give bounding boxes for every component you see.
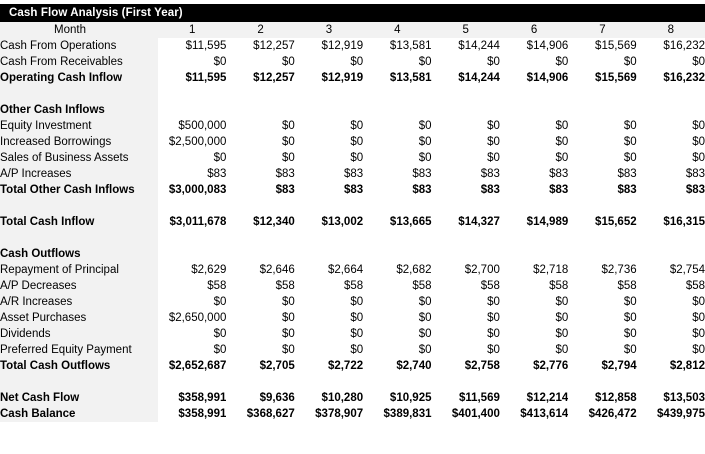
table-cell xyxy=(158,86,226,102)
table-cell: $0 xyxy=(295,134,363,150)
table-cell: $2,740 xyxy=(363,358,431,374)
table-cell: $12,858 xyxy=(568,390,636,406)
table-cell: $0 xyxy=(363,294,431,310)
table-cell: $83 xyxy=(432,166,500,182)
table-cell xyxy=(226,86,294,102)
row-label: Operating Cash Inflow xyxy=(0,70,158,86)
table-cell: $13,581 xyxy=(363,70,431,86)
table-cell: $368,627 xyxy=(226,406,294,422)
table-cell: $83 xyxy=(363,182,431,198)
table-cell: $0 xyxy=(363,134,431,150)
table-row xyxy=(0,342,705,358)
table-row xyxy=(0,294,705,310)
table-cell: $0 xyxy=(432,294,500,310)
table-cell: $0 xyxy=(432,150,500,166)
column-header-month-1: 1 xyxy=(158,22,226,38)
table-cell: $0 xyxy=(363,326,431,342)
table-cell xyxy=(226,230,294,246)
table-cell: $12,257 xyxy=(226,38,294,54)
table-cell: $13,581 xyxy=(363,38,431,54)
table-cell xyxy=(158,374,226,390)
table-cell xyxy=(568,230,636,246)
table-spacer-row xyxy=(0,374,705,390)
row-label: Cash Balance xyxy=(0,406,158,422)
table-cell: $13,002 xyxy=(295,214,363,230)
table-row xyxy=(0,150,705,166)
table-cell: $58 xyxy=(295,278,363,294)
table-cell: $2,682 xyxy=(363,262,431,278)
table-cell: $0 xyxy=(226,342,294,358)
table-cell: $12,919 xyxy=(295,70,363,86)
table-cell: $413,614 xyxy=(500,406,568,422)
table-cell: $0 xyxy=(568,150,636,166)
table-cell: $12,919 xyxy=(295,38,363,54)
table-cell xyxy=(363,198,431,214)
table-cell xyxy=(363,246,431,262)
table-cell: $14,244 xyxy=(432,38,500,54)
table-cell: $0 xyxy=(158,342,226,358)
table-cell: $0 xyxy=(568,342,636,358)
table-cell: $15,569 xyxy=(568,38,636,54)
report-title-bar xyxy=(0,4,705,22)
table-cell: $0 xyxy=(568,134,636,150)
table-cell: $2,652,687 xyxy=(158,358,226,374)
table-cell xyxy=(295,198,363,214)
row-label: Increased Borrowings xyxy=(0,134,158,150)
row-label: Equity Investment xyxy=(0,118,158,134)
table-cell: $0 xyxy=(295,342,363,358)
table-cell: $0 xyxy=(226,326,294,342)
column-header-month-8: 8 xyxy=(637,22,705,38)
table-spacer-row xyxy=(0,198,705,214)
table-header-row xyxy=(0,22,705,38)
table-cell: $12,257 xyxy=(226,70,294,86)
table-cell: $11,569 xyxy=(432,390,500,406)
table-cell: $58 xyxy=(568,278,636,294)
table-cell xyxy=(158,102,226,118)
row-label xyxy=(0,198,158,214)
table-spacer-row xyxy=(0,230,705,246)
table-cell xyxy=(158,230,226,246)
table-cell xyxy=(568,198,636,214)
table-cell xyxy=(500,230,568,246)
table-cell: $2,646 xyxy=(226,262,294,278)
table-cell: $0 xyxy=(295,326,363,342)
table-cell: $0 xyxy=(500,342,568,358)
table-cell: $83 xyxy=(568,182,636,198)
table-cell xyxy=(500,198,568,214)
table-cell xyxy=(637,374,705,390)
table-cell: $0 xyxy=(500,326,568,342)
table-cell: $358,991 xyxy=(158,390,226,406)
row-label: Total Other Cash Inflows xyxy=(0,182,158,198)
row-label: Total Cash Inflow xyxy=(0,214,158,230)
row-label: Other Cash Inflows xyxy=(0,102,158,118)
table-cell: $12,340 xyxy=(226,214,294,230)
table-cell: $0 xyxy=(432,118,500,134)
column-header-month-7: 7 xyxy=(568,22,636,38)
table-cell: $2,500,000 xyxy=(158,134,226,150)
table-cell: $0 xyxy=(637,342,705,358)
table-row xyxy=(0,358,705,374)
table-cell: $0 xyxy=(158,294,226,310)
table-cell: $0 xyxy=(500,118,568,134)
table-cell: $389,831 xyxy=(363,406,431,422)
table-cell: $378,907 xyxy=(295,406,363,422)
table-row xyxy=(0,406,705,422)
table-cell: $0 xyxy=(637,54,705,70)
table-cell xyxy=(500,246,568,262)
table-cell: $12,214 xyxy=(500,390,568,406)
table-cell xyxy=(432,86,500,102)
table-cell xyxy=(637,230,705,246)
table-cell: $16,232 xyxy=(637,70,705,86)
column-header-month: Month xyxy=(0,22,158,38)
table-cell xyxy=(226,374,294,390)
table-row xyxy=(0,166,705,182)
table-cell: $2,629 xyxy=(158,262,226,278)
table-cell xyxy=(226,198,294,214)
table-cell: $58 xyxy=(432,278,500,294)
table-cell: $2,758 xyxy=(432,358,500,374)
table-cell: $58 xyxy=(500,278,568,294)
table-cell: $9,636 xyxy=(226,390,294,406)
column-header-month-4: 4 xyxy=(363,22,431,38)
row-label: A/R Increases xyxy=(0,294,158,310)
table-cell: $0 xyxy=(637,294,705,310)
table-row xyxy=(0,70,705,86)
table-cell xyxy=(637,102,705,118)
table-cell: $358,991 xyxy=(158,406,226,422)
table-row xyxy=(0,182,705,198)
table-cell: $83 xyxy=(226,182,294,198)
table-cell: $2,700 xyxy=(432,262,500,278)
row-label: Repayment of Principal xyxy=(0,262,158,278)
table-cell: $426,472 xyxy=(568,406,636,422)
table-cell: $0 xyxy=(295,294,363,310)
table-cell: $14,327 xyxy=(432,214,500,230)
table-cell: $0 xyxy=(637,134,705,150)
table-cell: $83 xyxy=(432,182,500,198)
table-cell xyxy=(432,198,500,214)
row-label: Preferred Equity Payment xyxy=(0,342,158,358)
table-cell: $0 xyxy=(226,134,294,150)
row-label: Cash From Receivables xyxy=(0,54,158,70)
table-cell xyxy=(568,246,636,262)
table-cell: $13,665 xyxy=(363,214,431,230)
table-cell: $0 xyxy=(363,310,431,326)
table-cell: $0 xyxy=(158,326,226,342)
table-cell: $2,718 xyxy=(500,262,568,278)
table-cell xyxy=(363,374,431,390)
table-cell: $0 xyxy=(295,54,363,70)
table-cell: $439,975 xyxy=(637,406,705,422)
column-header-month-3: 3 xyxy=(295,22,363,38)
table-spacer-row xyxy=(0,86,705,102)
table-cell xyxy=(637,86,705,102)
table-cell: $2,705 xyxy=(226,358,294,374)
row-label: A/P Decreases xyxy=(0,278,158,294)
table-cell: $0 xyxy=(158,150,226,166)
table-cell: $0 xyxy=(295,310,363,326)
table-cell xyxy=(158,198,226,214)
table-row xyxy=(0,118,705,134)
table-cell: $0 xyxy=(432,326,500,342)
table-cell xyxy=(637,198,705,214)
table-cell xyxy=(432,246,500,262)
table-cell: $83 xyxy=(158,166,226,182)
table-cell: $14,244 xyxy=(432,70,500,86)
table-cell: $0 xyxy=(363,342,431,358)
table-row xyxy=(0,134,705,150)
table-cell: $0 xyxy=(568,326,636,342)
row-label: Sales of Business Assets xyxy=(0,150,158,166)
table-cell xyxy=(500,374,568,390)
table-body xyxy=(0,22,705,422)
table-cell xyxy=(226,102,294,118)
table-cell: $83 xyxy=(500,166,568,182)
table-cell: $0 xyxy=(637,310,705,326)
row-label: A/P Increases xyxy=(0,166,158,182)
table-cell: $0 xyxy=(363,150,431,166)
table-cell: $2,736 xyxy=(568,262,636,278)
table-cell: $83 xyxy=(226,166,294,182)
table-cell: $0 xyxy=(432,342,500,358)
table-row xyxy=(0,102,705,118)
table-cell: $2,812 xyxy=(637,358,705,374)
table-cell xyxy=(363,102,431,118)
table-cell: $0 xyxy=(432,54,500,70)
table-cell xyxy=(637,246,705,262)
table-cell xyxy=(295,374,363,390)
table-cell: $0 xyxy=(568,54,636,70)
table-cell: $0 xyxy=(637,118,705,134)
table-cell: $0 xyxy=(226,294,294,310)
table-cell: $11,595 xyxy=(158,38,226,54)
table-cell: $83 xyxy=(637,166,705,182)
cash-flow-table xyxy=(0,22,705,422)
table-cell: $0 xyxy=(226,54,294,70)
table-cell: $15,652 xyxy=(568,214,636,230)
table-cell xyxy=(568,374,636,390)
table-cell: $0 xyxy=(432,134,500,150)
table-cell: $3,000,083 xyxy=(158,182,226,198)
table-cell: $16,232 xyxy=(637,38,705,54)
row-label: Net Cash Flow xyxy=(0,390,158,406)
table-row xyxy=(0,390,705,406)
table-cell: $83 xyxy=(363,166,431,182)
table-cell: $0 xyxy=(158,54,226,70)
table-cell xyxy=(295,86,363,102)
table-cell xyxy=(432,102,500,118)
table-row xyxy=(0,246,705,262)
table-cell: $500,000 xyxy=(158,118,226,134)
table-cell: $14,906 xyxy=(500,70,568,86)
table-cell: $2,754 xyxy=(637,262,705,278)
row-label xyxy=(0,86,158,102)
table-cell xyxy=(500,86,568,102)
table-row xyxy=(0,310,705,326)
table-row xyxy=(0,278,705,294)
table-cell: $11,595 xyxy=(158,70,226,86)
column-header-month-6: 6 xyxy=(500,22,568,38)
table-row xyxy=(0,326,705,342)
table-cell: $0 xyxy=(568,294,636,310)
page-title: Cash Flow Analysis (First Year) xyxy=(9,7,183,19)
table-cell: $0 xyxy=(500,310,568,326)
table-row xyxy=(0,54,705,70)
table-cell xyxy=(568,102,636,118)
row-label: Cash From Operations xyxy=(0,38,158,54)
table-cell: $0 xyxy=(500,150,568,166)
table-cell xyxy=(295,102,363,118)
table-cell: $83 xyxy=(295,166,363,182)
table-row xyxy=(0,38,705,54)
table-cell: $2,794 xyxy=(568,358,636,374)
table-cell: $0 xyxy=(363,54,431,70)
table-cell: $2,650,000 xyxy=(158,310,226,326)
table-row xyxy=(0,262,705,278)
column-header-month-5: 5 xyxy=(432,22,500,38)
table-cell: $0 xyxy=(637,150,705,166)
table-cell: $58 xyxy=(158,278,226,294)
table-cell: $0 xyxy=(226,310,294,326)
table-cell: $3,011,678 xyxy=(158,214,226,230)
row-label: Asset Purchases xyxy=(0,310,158,326)
table-cell xyxy=(568,86,636,102)
column-header-month-2: 2 xyxy=(226,22,294,38)
table-cell: $13,503 xyxy=(637,390,705,406)
table-cell: $0 xyxy=(226,118,294,134)
row-label: Total Cash Outflows xyxy=(0,358,158,374)
table-cell xyxy=(432,374,500,390)
table-cell: $83 xyxy=(568,166,636,182)
table-cell xyxy=(363,230,431,246)
table-cell: $16,315 xyxy=(637,214,705,230)
table-cell: $0 xyxy=(500,294,568,310)
table-cell: $14,989 xyxy=(500,214,568,230)
table-cell: $10,280 xyxy=(295,390,363,406)
table-cell xyxy=(500,102,568,118)
table-cell xyxy=(226,246,294,262)
table-cell: $10,925 xyxy=(363,390,431,406)
table-cell xyxy=(363,86,431,102)
table-cell: $0 xyxy=(568,118,636,134)
row-label xyxy=(0,374,158,390)
table-cell: $83 xyxy=(295,182,363,198)
table-row xyxy=(0,214,705,230)
table-cell: $0 xyxy=(568,310,636,326)
table-cell xyxy=(158,246,226,262)
table-cell: $0 xyxy=(500,134,568,150)
table-cell: $83 xyxy=(500,182,568,198)
table-cell: $0 xyxy=(432,310,500,326)
table-cell: $2,722 xyxy=(295,358,363,374)
table-cell xyxy=(432,230,500,246)
table-cell xyxy=(295,230,363,246)
table-cell: $401,400 xyxy=(432,406,500,422)
table-cell: $2,776 xyxy=(500,358,568,374)
table-cell: $2,664 xyxy=(295,262,363,278)
table-cell: $0 xyxy=(500,54,568,70)
table-cell: $0 xyxy=(295,118,363,134)
row-label: Dividends xyxy=(0,326,158,342)
row-label: Cash Outflows xyxy=(0,246,158,262)
table-cell: $15,569 xyxy=(568,70,636,86)
table-cell: $83 xyxy=(637,182,705,198)
table-cell: $0 xyxy=(363,118,431,134)
row-label xyxy=(0,230,158,246)
table-cell: $58 xyxy=(363,278,431,294)
table-cell: $0 xyxy=(295,150,363,166)
table-cell xyxy=(295,246,363,262)
table-cell: $58 xyxy=(226,278,294,294)
table-cell: $14,906 xyxy=(500,38,568,54)
table-cell: $58 xyxy=(637,278,705,294)
table-cell: $0 xyxy=(637,326,705,342)
table-cell: $0 xyxy=(226,150,294,166)
